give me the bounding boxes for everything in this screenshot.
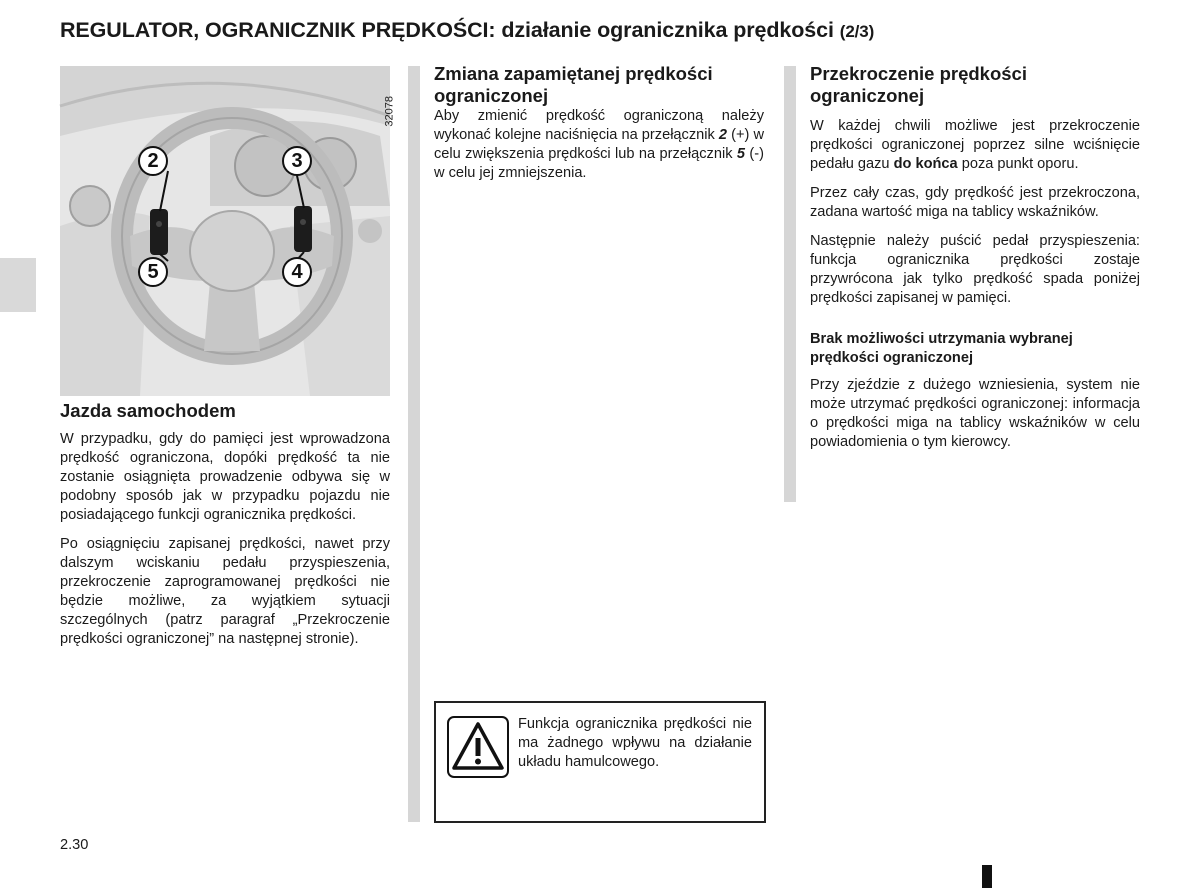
- paragraph: [434, 107, 764, 183]
- switch-number-5: 5: [736, 146, 746, 162]
- page-title: [60, 18, 1180, 43]
- steering-wheel-figure: [60, 66, 396, 396]
- steering-wheel-illustration: [60, 66, 390, 396]
- text: poza punkt oporu.: [961, 156, 1079, 172]
- paragraph: Po osiągnięciu zapisanej prędkości, nawet przy dalszym wciskaniu pedału przyspieszenia, przekroczenie zaprogramowanej prędkości nie będzie możliwe, za wyjątkiem sytuacji szczególnych (patrz paragraf „Przekroczenie prędkości ograniczonej” na następnej stronie).: [60, 536, 390, 647]
- corner-mark: [982, 865, 992, 888]
- page-title-main: REGULATOR, OGRANICZNIK PRĘDKOŚCI: działanie ogranicznika prędkości: [60, 18, 834, 42]
- paragraph: Przy zjeździe z dużego wzniesienia, system nie może utrzymać prędkości ograniczonej: informacja o prędkości miga na tablicy wskaźników w celu powiadomienia o tym kierowcy.: [810, 377, 1140, 450]
- right-column: [810, 63, 1140, 462]
- warning-triangle-icon: [447, 716, 509, 778]
- callout-4: 4: [282, 257, 312, 287]
- emphasis: do końca: [893, 156, 958, 172]
- page-number: 2.30: [60, 837, 89, 853]
- callout-5: 5: [138, 257, 168, 287]
- text: W każdej chwili możliwe jest przekroczenie prędkości ograniczonej poprzez silne wciśnięcie pedału gazu: [810, 118, 1140, 172]
- column-divider-left: [408, 66, 420, 822]
- text: (-) w celu jej zmniejszenia.: [434, 146, 765, 181]
- section-heading-driving: Jazda samochodem: [60, 400, 236, 421]
- left-column: [60, 400, 390, 659]
- text: Aby zmienić prędkość ograniczoną należy wykonać kolejne naciśnięcia na przełącznik: [434, 108, 764, 143]
- paragraph: [810, 117, 1140, 174]
- chapter-tab: [0, 258, 36, 312]
- text: (+) w celu zwiększenia prędkości lub na przełącznik: [434, 127, 764, 162]
- callout-2: 2: [138, 146, 168, 176]
- middle-column: [434, 63, 764, 193]
- callout-3: 3: [282, 146, 312, 176]
- warning-box: [434, 701, 766, 823]
- paragraph: W przypadku, gdy do pamięci jest wprowadzona prędkość ograniczona, dopóki prędkość ta nie zostanie osiągnięta prowadzenie odbywa się w podobny sposób jak w przypadku pojazdu nie posiadającego funkcji ogranicznika prędkości.: [60, 431, 390, 523]
- paragraph: Przez cały czas, gdy prędkość jest przekroczona, zadana wartość miga na tablicy wskaźników.: [810, 185, 1140, 220]
- column-divider-right: [784, 66, 796, 502]
- figure-code: 32078: [384, 96, 396, 127]
- switch-number-2: 2: [718, 127, 728, 143]
- section-heading-change-speed: Zmiana zapamiętanej prędkości ograniczonej: [434, 63, 713, 106]
- warning-text: Funkcja ogranicznika prędkości nie ma żadnego wpływu na działanie układu hamulcowego.: [518, 716, 752, 770]
- page-title-part: (2/3): [839, 22, 875, 41]
- paragraph: Następnie należy puścić pedał przyspieszenia: funkcja ogranicznika prędkości zostaje przywrócona jak tylko prędkość spada poniżej prędkości zapisanej w pamięci.: [810, 233, 1140, 306]
- section-heading-exceeding-speed: Przekroczenie prędkości ograniczonej: [810, 63, 1027, 106]
- subheading: Brak możliwości utrzymania wybranej prędkości ograniczonej: [810, 331, 1073, 366]
